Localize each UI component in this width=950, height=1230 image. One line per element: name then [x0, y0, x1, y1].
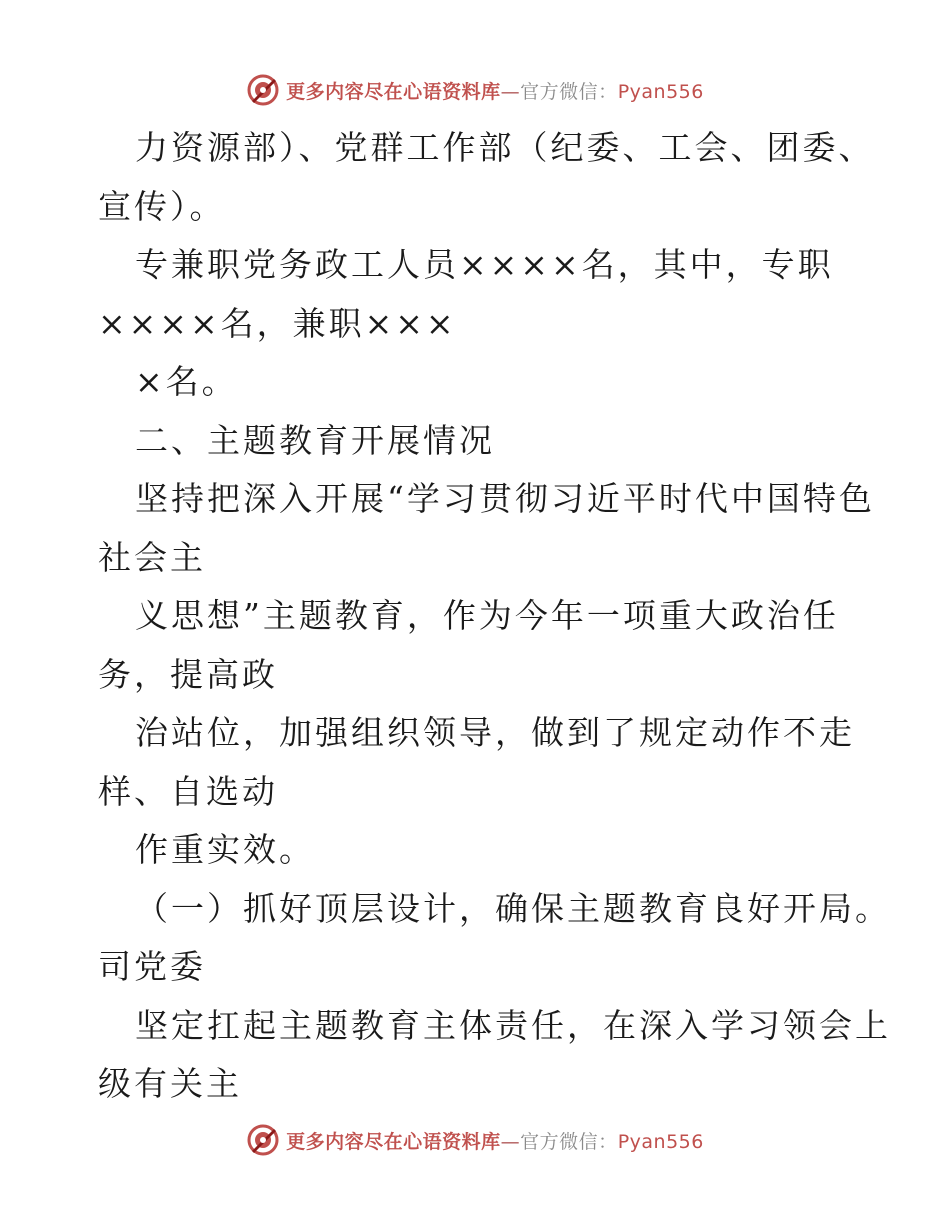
paragraph-line: 社会主 — [98, 537, 206, 577]
pen-logo-icon — [246, 1123, 280, 1157]
watermark-brand: 更多内容尽在心语资料库 — [286, 80, 501, 103]
paragraph-line: 力资源部）、党群工作部（纪委、工会、团委、 — [135, 128, 875, 167]
paragraph-line: 治站位，加强组织领导，做到了规定动作不走 — [135, 713, 855, 752]
pen-logo-icon — [246, 73, 280, 107]
paragraph-line: 坚定扛起主题教育主体责任，在深入学习领会上 — [135, 1005, 891, 1045]
watermark-id: Pyan556 — [617, 1130, 704, 1153]
section-heading: 二、主题教育开展情况 — [135, 420, 495, 460]
paragraph-line: 级有关主 — [98, 1064, 242, 1103]
watermark-label: 官方微信： — [520, 80, 618, 103]
paragraph-line: 专兼职党务政工人员××××名，其中，专职 — [135, 245, 834, 284]
watermark-text — [286, 77, 704, 104]
watermark-id: Pyan556 — [617, 80, 704, 103]
paragraph-line: 作重实效。 — [135, 830, 315, 869]
watermark-brand: 更多内容尽在心语资料库 — [286, 1130, 501, 1153]
paragraph-line: ××××名，兼职××× — [98, 303, 457, 343]
watermark-dash: — — [500, 80, 521, 103]
paragraph-line: 坚持把深入开展“学习贯彻习近平时代中国特色 — [135, 479, 875, 518]
footer-watermark — [0, 1120, 950, 1160]
watermark-text — [286, 1127, 704, 1154]
watermark-label: 官方微信： — [520, 1130, 618, 1153]
header-watermark — [0, 70, 950, 110]
document-body — [98, 119, 891, 1114]
paragraph-line: 宣传）。 — [98, 186, 226, 226]
paragraph-line: 义思想”主题教育，作为今年一项重大政治任 — [135, 596, 839, 635]
paragraph-line: 务，提高政 — [98, 654, 278, 694]
paragraph-line: 司党委 — [98, 947, 206, 986]
paragraph-line: ×名。 — [135, 362, 238, 401]
paragraph-line: 样、自选动 — [98, 771, 278, 811]
watermark-dash: — — [500, 1130, 521, 1153]
subsection-heading: （一）抓好顶层设计，确保主题教育良好开局。 — [135, 888, 891, 928]
